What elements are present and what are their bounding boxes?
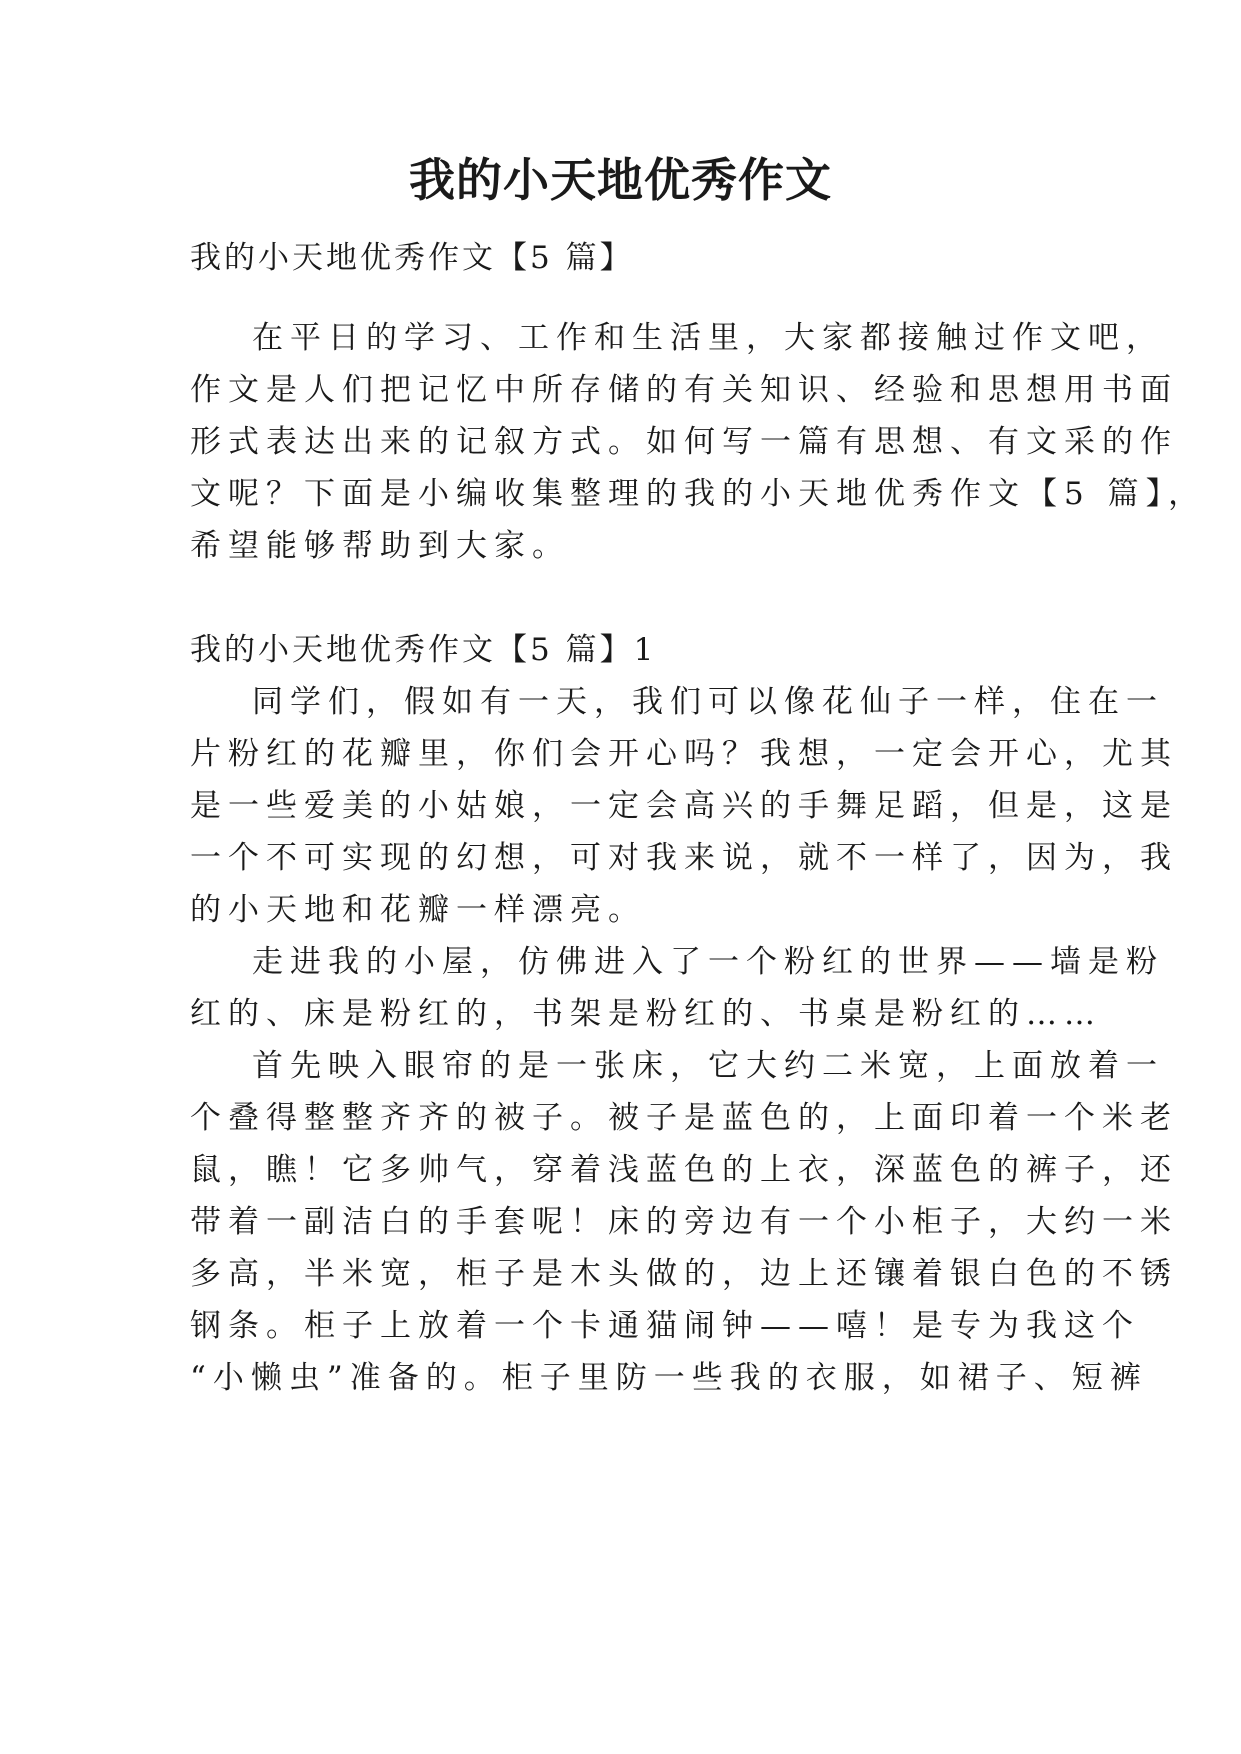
intro-line: 作文是人们把记忆中所存储的有关知识、经验和思想用书面 (190, 372, 1178, 408)
paragraph-line: 钢条。柜子上放着一个卡通猫闹钟——嘻！是专为我这个 (190, 1308, 1140, 1344)
intro-line: 形式表达出来的记叙方式。如何写一篇有思想、有文采的作 (190, 424, 1178, 460)
section-heading: 我的小天地优秀作文【5 篇】1 (190, 632, 657, 668)
paragraph-line: 一个不可实现的幻想，可对我来说，就不一样了，因为，我 (190, 840, 1178, 876)
paragraph-line: 片粉红的花瓣里，你们会开心吗？我想，一定会开心，尤其 (190, 736, 1178, 772)
intro-line: 文呢？下面是小编收集整理的我的小天地优秀作文【5 篇】， (190, 476, 1207, 512)
paragraph-line: 个叠得整整齐齐的被子。被子是蓝色的，上面印着一个米老 (190, 1100, 1178, 1136)
paragraph-line: 带着一副洁白的手套呢！床的旁边有一个小柜子，大约一米 (190, 1204, 1178, 1240)
paragraph-line: 红的、床是粉红的，书架是粉红的、书桌是粉红的…… (190, 996, 1102, 1032)
paragraph-line: 多高，半米宽，柜子是木头做的，边上还镶着银白色的不锈 (190, 1256, 1178, 1292)
paragraph-line: 是一些爱美的小姑娘，一定会高兴的手舞足蹈，但是，这是 (190, 788, 1178, 824)
paragraph-line: 鼠，瞧！它多帅气，穿着浅蓝色的上衣，深蓝色的裤子，还 (190, 1152, 1178, 1188)
intro-line: 希望能够帮助到大家。 (190, 528, 570, 564)
intro-line: 在平日的学习、工作和生活里，大家都接触过作文吧， (252, 320, 1164, 356)
document-subtitle: 我的小天地优秀作文【5 篇】 (190, 240, 634, 276)
document-title: 我的小天地优秀作文 (409, 153, 832, 207)
paragraph-line: “小懒虫”准备的。柜子里防一些我的衣服，如裙子、短裤 (190, 1360, 1148, 1396)
paragraph-line: 首先映入眼帘的是一张床，它大约二米宽，上面放着一 (252, 1048, 1164, 1084)
paragraph-line: 同学们，假如有一天，我们可以像花仙子一样，住在一 (252, 684, 1164, 720)
paragraph-line: 的小天地和花瓣一样漂亮。 (190, 892, 646, 928)
paragraph-line: 走进我的小屋，仿佛进入了一个粉红的世界——墙是粉 (252, 944, 1164, 980)
